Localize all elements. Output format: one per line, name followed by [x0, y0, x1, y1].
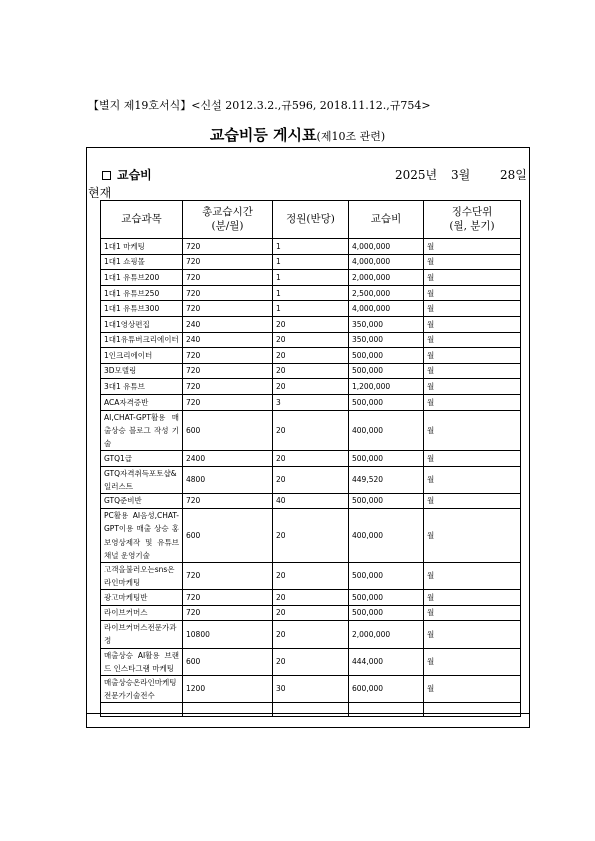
- cell-capacity: 1: [273, 285, 349, 301]
- cell-total-hours: 600: [183, 648, 273, 675]
- cell-billing-unit: 월: [424, 379, 521, 395]
- table-row: [101, 675, 521, 702]
- cell-capacity: 20: [273, 332, 349, 348]
- page-title-block: [0, 124, 595, 145]
- cell-course: PC활용 AI음성,CHAT-GPT이용 매출 상승 홍보영상제작 및 유튜브 채널 운영기술: [101, 509, 183, 563]
- table-row: [101, 410, 521, 450]
- cell-course: 라이브커머스: [101, 605, 183, 621]
- cell-billing-unit: 월: [424, 509, 521, 563]
- cell-billing-unit: 월: [424, 648, 521, 675]
- section-label: 교습비: [117, 168, 152, 182]
- cell-total-hours: 720: [183, 605, 273, 621]
- fee-table: [100, 200, 521, 717]
- cell-fee: 350,000: [349, 332, 424, 348]
- cell-billing-unit: 월: [424, 621, 521, 648]
- cell-fee: 500,000: [349, 450, 424, 466]
- cell-course: 매출상승온라인마케팅전문가기술전수: [101, 675, 183, 702]
- cell-capacity: 20: [273, 410, 349, 450]
- cell-course: 1대1 유튜브200: [101, 270, 183, 286]
- header-total-hours: 총교습시간 (분/월): [183, 201, 273, 239]
- cell-capacity: 1: [273, 239, 349, 255]
- table-row: [101, 301, 521, 317]
- cell-course: 1대1 쇼핑몰: [101, 254, 183, 270]
- cell-course: 1대1영상편집: [101, 316, 183, 332]
- cell-fee: 500,000: [349, 348, 424, 364]
- table-row: [101, 394, 521, 410]
- cell-fee: 500,000: [349, 605, 424, 621]
- cell-billing-unit: 월: [424, 562, 521, 589]
- cell-total-hours: 720: [183, 562, 273, 589]
- cell-billing-unit: 월: [424, 493, 521, 509]
- table-row: [101, 363, 521, 379]
- cell-course: 고객을불러오는sns온라인마케팅: [101, 562, 183, 589]
- cell-capacity: [273, 703, 349, 717]
- page-title: 교습비등 게시표: [209, 126, 317, 144]
- cell-capacity: 1: [273, 254, 349, 270]
- table-row: [101, 562, 521, 589]
- cell-course: GTQ1급: [101, 450, 183, 466]
- date-day: 28일: [500, 168, 527, 182]
- table-row: [101, 466, 521, 493]
- cell-course: 1대1 마케팅: [101, 239, 183, 255]
- cell-total-hours: 720: [183, 254, 273, 270]
- cell-total-hours: 720: [183, 270, 273, 286]
- cell-course: 라이브커머스전문가과정: [101, 621, 183, 648]
- cell-fee: 444,000: [349, 648, 424, 675]
- cell-capacity: 20: [273, 450, 349, 466]
- cell-total-hours: 720: [183, 301, 273, 317]
- table-row: [101, 703, 521, 717]
- cell-total-hours: 720: [183, 348, 273, 364]
- table-row: [101, 493, 521, 509]
- table-row: [101, 450, 521, 466]
- cell-total-hours: 720: [183, 285, 273, 301]
- cell-fee: [349, 703, 424, 717]
- cell-fee: 500,000: [349, 394, 424, 410]
- cell-course: GTQ준비반: [101, 493, 183, 509]
- cell-total-hours: 2400: [183, 450, 273, 466]
- cell-capacity: 20: [273, 379, 349, 395]
- cell-billing-unit: 월: [424, 285, 521, 301]
- cell-capacity: 20: [273, 648, 349, 675]
- header-capacity: 정원(반당): [273, 201, 349, 239]
- table-row: [101, 254, 521, 270]
- cell-course: GTQ자격취득포토샵&일러스트: [101, 466, 183, 493]
- cell-fee: 2,000,000: [349, 270, 424, 286]
- cell-total-hours: 720: [183, 239, 273, 255]
- cell-billing-unit: 월: [424, 675, 521, 702]
- cell-billing-unit: 월: [424, 410, 521, 450]
- cell-fee: 2,000,000: [349, 621, 424, 648]
- cell-total-hours: [183, 703, 273, 717]
- cell-total-hours: 240: [183, 332, 273, 348]
- table-header-row: [101, 201, 521, 239]
- cell-total-hours: 600: [183, 410, 273, 450]
- cell-fee: 400,000: [349, 410, 424, 450]
- date-year: 2025년: [395, 168, 438, 182]
- cell-billing-unit: 월: [424, 239, 521, 255]
- cell-fee: 449,520: [349, 466, 424, 493]
- cell-total-hours: 720: [183, 394, 273, 410]
- cell-capacity: 1: [273, 301, 349, 317]
- cell-fee: 500,000: [349, 562, 424, 589]
- cell-fee: 4,000,000: [349, 239, 424, 255]
- cell-billing-unit: 월: [424, 301, 521, 317]
- cell-capacity: 3: [273, 394, 349, 410]
- cell-billing-unit: 월: [424, 466, 521, 493]
- cell-total-hours: 4800: [183, 466, 273, 493]
- table-row: [101, 509, 521, 563]
- date-suffix: 현재: [88, 186, 112, 200]
- header-course: 교습과목: [101, 201, 183, 239]
- table-row: [101, 605, 521, 621]
- cell-course: [101, 703, 183, 717]
- cell-capacity: 20: [273, 466, 349, 493]
- cell-billing-unit: 월: [424, 394, 521, 410]
- checkbox-icon: [102, 171, 111, 180]
- cell-capacity: 20: [273, 621, 349, 648]
- table-row: [101, 621, 521, 648]
- cell-course: 3D모델링: [101, 363, 183, 379]
- cell-capacity: 20: [273, 509, 349, 563]
- cell-course: 1대1유튜버크리에이터: [101, 332, 183, 348]
- table-row: [101, 348, 521, 364]
- cell-capacity: 20: [273, 605, 349, 621]
- table-row: [101, 285, 521, 301]
- cell-total-hours: 1200: [183, 675, 273, 702]
- cell-billing-unit: 월: [424, 450, 521, 466]
- cell-total-hours: 720: [183, 379, 273, 395]
- cell-fee: 400,000: [349, 509, 424, 563]
- section-heading: [102, 166, 152, 183]
- cell-capacity: 20: [273, 348, 349, 364]
- date-line: [395, 166, 527, 183]
- table-row: [101, 270, 521, 286]
- table-row: [101, 590, 521, 606]
- cell-capacity: 20: [273, 590, 349, 606]
- cell-course: ACA자격증반: [101, 394, 183, 410]
- header-fee: 교습비: [349, 201, 424, 239]
- cell-course: AI,CHAT-GPT활용 매출상승 블로그 작성 기술: [101, 410, 183, 450]
- cell-billing-unit: 월: [424, 605, 521, 621]
- cell-fee: 500,000: [349, 590, 424, 606]
- cell-course: 광고마케팅반: [101, 590, 183, 606]
- cell-fee: 350,000: [349, 316, 424, 332]
- cell-course: 1대1 유튜브300: [101, 301, 183, 317]
- cell-total-hours: 240: [183, 316, 273, 332]
- cell-billing-unit: 월: [424, 270, 521, 286]
- cell-course: 1인크리에이터: [101, 348, 183, 364]
- cell-course: 3대1 유튜브: [101, 379, 183, 395]
- cell-billing-unit: 월: [424, 316, 521, 332]
- cell-capacity: 40: [273, 493, 349, 509]
- cell-billing-unit: 월: [424, 590, 521, 606]
- header-billing-unit: 징수단위 (월, 분기): [424, 201, 521, 239]
- cell-fee: 500,000: [349, 363, 424, 379]
- table-body: [101, 239, 521, 717]
- cell-fee: 1,200,000: [349, 379, 424, 395]
- page-title-sub: (제10조 관련): [316, 130, 386, 143]
- form-header-note: 【별지 제19호서식】<신설 2012.3.2.,규596, 2018.11.12.,규754>: [88, 99, 431, 112]
- cell-fee: 600,000: [349, 675, 424, 702]
- cell-fee: 500,000: [349, 493, 424, 509]
- table-row: [101, 648, 521, 675]
- table-row: [101, 239, 521, 255]
- cell-fee: 4,000,000: [349, 301, 424, 317]
- cell-billing-unit: 월: [424, 363, 521, 379]
- cell-course: 1대1 유튜브250: [101, 285, 183, 301]
- cell-capacity: 20: [273, 363, 349, 379]
- table-row: [101, 379, 521, 395]
- table-row: [101, 332, 521, 348]
- cell-total-hours: 720: [183, 590, 273, 606]
- cell-total-hours: 600: [183, 509, 273, 563]
- cell-billing-unit: 월: [424, 348, 521, 364]
- cell-fee: 4,000,000: [349, 254, 424, 270]
- cell-total-hours: 10800: [183, 621, 273, 648]
- cell-capacity: 20: [273, 562, 349, 589]
- cell-fee: 2,500,000: [349, 285, 424, 301]
- cell-capacity: 20: [273, 316, 349, 332]
- cell-capacity: 30: [273, 675, 349, 702]
- cell-capacity: 1: [273, 270, 349, 286]
- cell-billing-unit: 월: [424, 254, 521, 270]
- cell-total-hours: 720: [183, 363, 273, 379]
- cell-billing-unit: [424, 703, 521, 717]
- cell-course: 매출상승 AI활용 브랜드 인스타그램 마케팅: [101, 648, 183, 675]
- cell-total-hours: 720: [183, 493, 273, 509]
- cell-billing-unit: 월: [424, 332, 521, 348]
- date-month: 3월: [450, 168, 471, 182]
- table-row: [101, 316, 521, 332]
